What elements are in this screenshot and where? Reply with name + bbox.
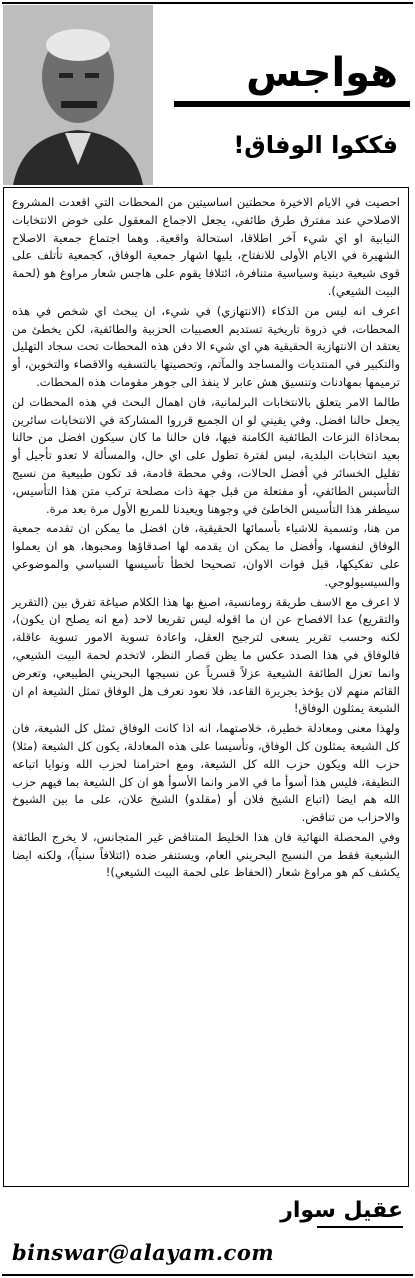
- article-headline: فككوا الوفاق!: [233, 131, 398, 159]
- column-header: [158, 5, 410, 183]
- article-paragraph-1: احصيت في الايام الاخيرة محطتين اساسيتين من المحطات التي اقعدت المشروع الاصلاحي عند مفترق طرق طائفي، يجعل الاجماع المعقول على خوض الانتخابات النيابية او اي شيء آخر اطلاقا، استحالة واقعية. وهما اجتماع جمعية الاصلاح الشهيرة في الايام الأولى للانفتاح، يليها اشهار جمعية الوفاق، كجمعية تأتلف على قوى شيعية دينية وسياسية متنافرة، ائتلافا يقوم على هاجس شعار مراوغ هو (لحمة البيت الشيعي).: [12, 195, 400, 298]
- byline: [130, 1198, 403, 1228]
- author-underline: [317, 1226, 403, 1228]
- article-paragraph-5: لا اعرف مع الاسف طريقة رومانسية، اصيغ بها هذا الكلام صياغة تفرق بين (التقرير والتقريع) عدا الافصاح عن ان ما اقوله ليس تقريعا لاحد (مع انه يصلح ان يكون)، لكنه وحسب تقرير يسعى لترجيح العقل، واعادة تسوية الامور تسوية عاقلة، فالوفاق في هذا الصدد عكس ما يظن قصار النظر، لاتخدم لحمة البيت الشيعي، وانما تعزل الطائفة الشيعية عزلاً قسرياً عن نسيجها البحريني الطبيعي، وتعرض القائم منهم لان يؤخذ بجريرة القاعد، فلا نعود نعرف هل الوفاق تمثل الشيعة ام ان الشيعة يمثلون الوفاق!: [12, 594, 400, 716]
- article-paragraph-6: ولهذا معنى ومعادلة خطيرة، خلاصتهما، انه اذا كانت الوفاق تمثل كل الشيعة، فان كل الشيعة يمثلون كل الوفاق، وتأسيسا على هذه المعادلة، يكون كل الشيعة (مثلا) حزب الله ويكون حزب الله كل الشيعة، ومع احترامنا لحزب الله ونوايا اتباعه النظيفة، فليس هذا أسوأ ما في الامر وانما الأسوأ هو ان كل الشيعة بما فيهم حزب الله هم ايضا (اتباع الشيخ فلان أو (مقلدو) الشيخ علان، على ما بين الشيوخ والاحزاب من تناقض.: [12, 721, 400, 825]
- author-name: عقيل سوار: [280, 1198, 403, 1223]
- column-title: هواجس: [246, 50, 398, 96]
- top-rule: [2, 2, 413, 4]
- article-paragraph-2: اعرف انه ليس من الذكاء (الانتهازي) في شيء، ان يبحث اي شخص في هذه المحطات، في ذروة تاريخية تستديم العصبيات الحزبية والطائفية، لكن يخطئ من يعتقد ان الانتهازية الحقيقية هي اي شيء الا دفن هذه المحطات تحت سجاد التهليل والتكبير في المنتديات والمساجد والمآتم، وتحصينها بالتسفيه والاقصاء والتخوين، أو ترميمها بمهادنات وتنسيق هش عابر لا ينفذ الى جوهر مقومات هذه المحطات.: [12, 303, 400, 389]
- article-body: [4, 188, 408, 882]
- article-paragraph-3: طالما الامر يتعلق بالانتخابات البرلمانية، فان اهمال البحث في هذه المحطات لن يجعل حالنا افضل. وفي يقيني لو ان الجميع قرروا المشاركة في الانتخابات سائرين بمحاذاة النزعات الطائفية الكامنة فيها، فان حالنا ما كان سيكون افضل من حالنا بعيد انتخابات البلدية، ليس لفترة تطول على اي حال، والمسألة لا تعدو تأجيل أو تقليل الخسائر في أفضل الحالات، وفي محطة قادمة، قد تكون طبيعية من نسيج التأسيس الطائفي، أو مفتعلة من قبل جهة ذات مصلحة تركب متن هذا التأسيس، سيطفر هذا التأسيس الخاطئ في وجوهنا ويعيدنا للمربع الأول مرة بعد مرة.: [12, 394, 400, 516]
- bottom-rule: [2, 1274, 413, 1276]
- portrait-image: [3, 5, 153, 185]
- author-email-link[interactable]: binswar@alayam.com: [12, 1240, 275, 1265]
- article-frame: [3, 187, 409, 1187]
- author-photo: [3, 5, 153, 185]
- title-underline: [174, 101, 410, 107]
- article-paragraph-4: من هنا، وتسمية للاشياء بأسمائها الحقيقية، فان افضل ما يمكن ان تقدمه جمعية الوفاق لنفسها، وأفضل ما يمكن ان يقدمه لها اصدقاؤها ومحبوها، هو ان يعملوا على تفكيكها، قبل فوات الاوان، تصحيحا لخطأ تأسيسها السياسي والموضوعي والسيسيولوجي.: [12, 521, 400, 589]
- article-paragraph-7: وفي المحصلة النهائية فان هذا الخليط المتناقض غير المتجانس، لا يخرج الطائفة الشيعية فقط من النسيج البحريني العام، ويستنفر ضده (ائتلافاً سنياً)، ولكنه ايضا يكشف كم هو مراوغ شعار (الحفاظ على لحمة البيت الشيعي)!: [12, 829, 400, 880]
